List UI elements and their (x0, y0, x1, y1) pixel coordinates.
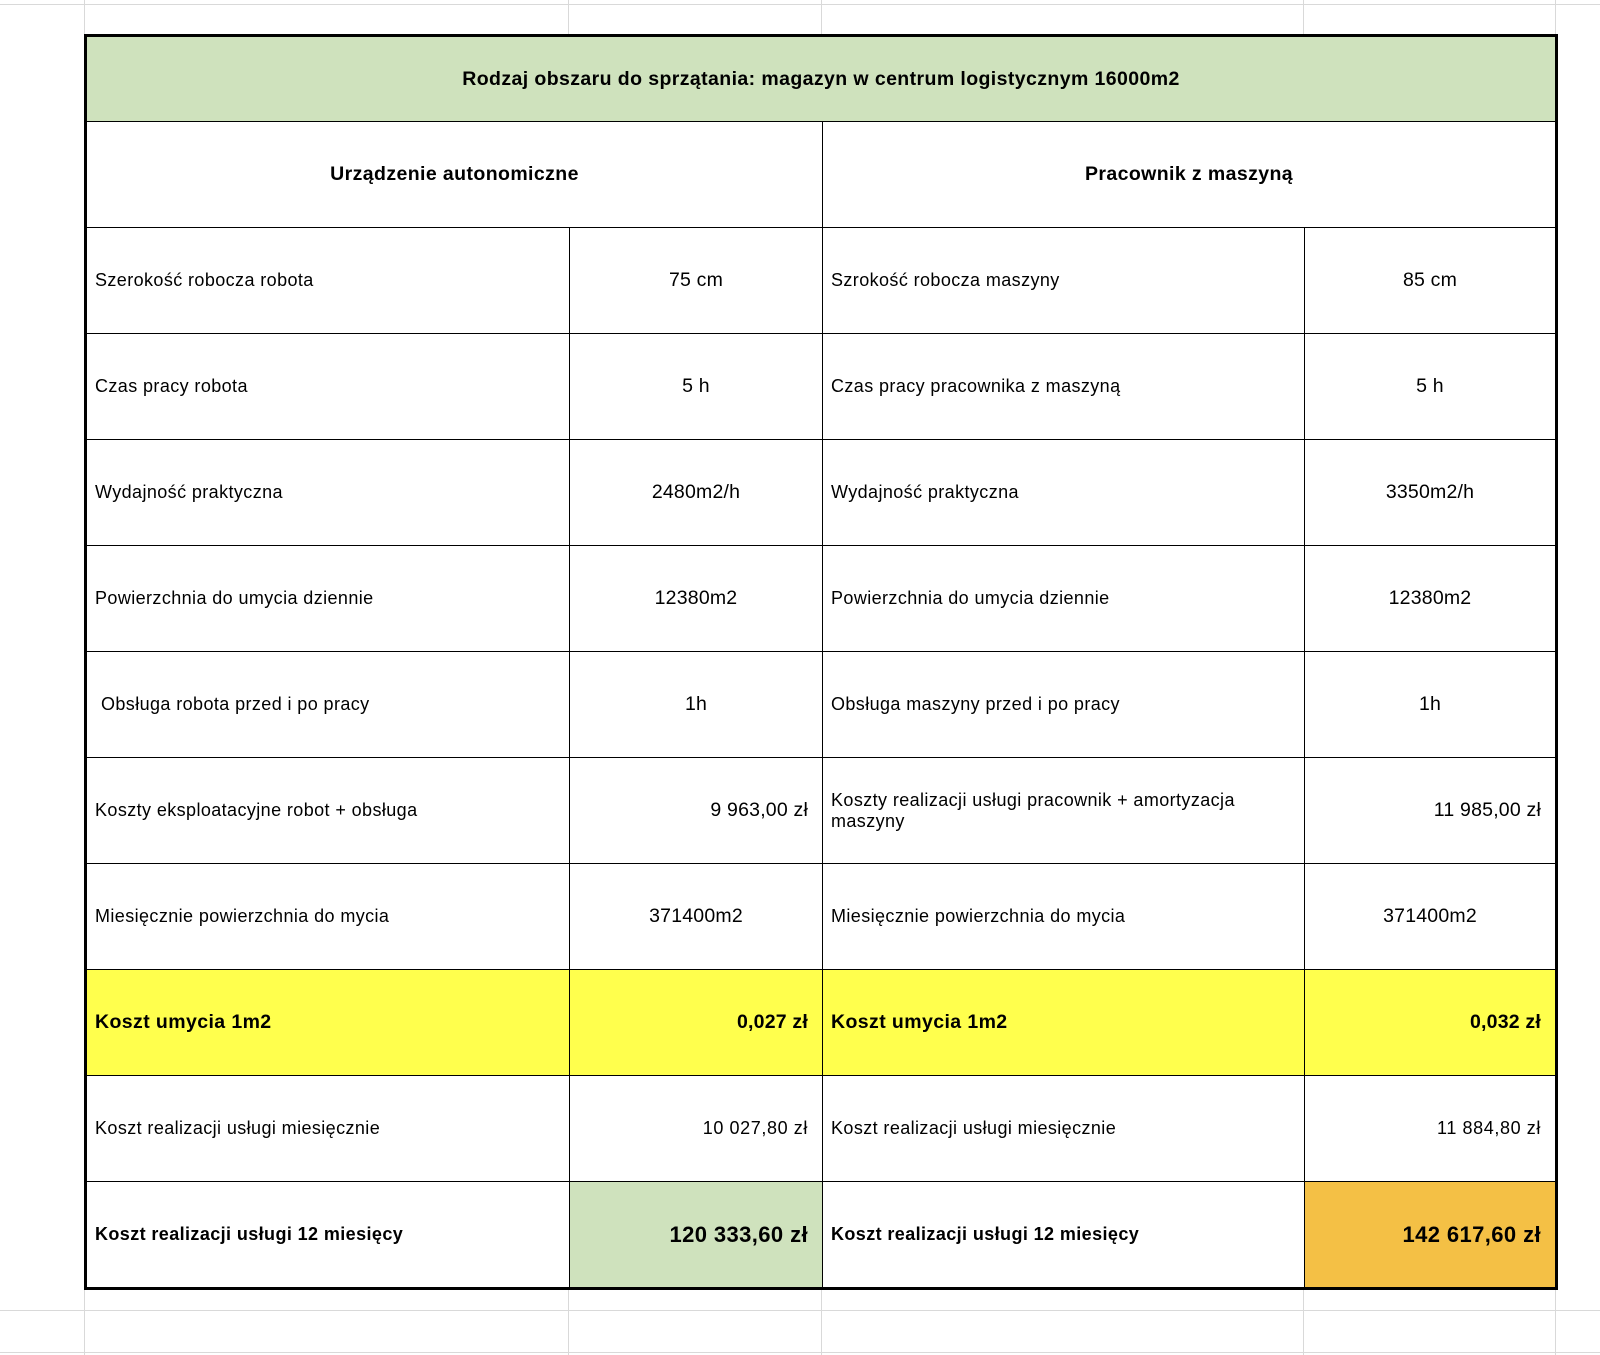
right-label-cell[interactable]: Obsługa maszyny przed i po pracy (823, 652, 1305, 758)
right-label-cell[interactable]: Miesięcznie powierzchnia do mycia (823, 864, 1305, 970)
right-value-cell[interactable]: 5 h (1305, 334, 1557, 440)
table-row (86, 228, 1557, 334)
right-label-cell[interactable]: Wydajność praktyczna (823, 440, 1305, 546)
section-header-worker[interactable]: Pracownik z maszyną (823, 122, 1557, 228)
left-label-cell[interactable]: Powierzchnia do umycia dziennie (86, 546, 570, 652)
left-label-cell[interactable]: Szerokość robocza robota (86, 228, 570, 334)
left-value-cell[interactable]: 2480m2/h (570, 440, 823, 546)
right-label-cell[interactable]: Czas pracy pracownika z maszyną (823, 334, 1305, 440)
table-row (86, 652, 1557, 758)
left-label-cell[interactable]: Koszty eksploatacyjne robot + obsługa (86, 758, 570, 864)
right-value-cell[interactable]: 371400m2 (1305, 864, 1557, 970)
right-label-cell[interactable]: Koszt umycia 1m2 (823, 970, 1305, 1076)
cost-per-m2-row (86, 970, 1557, 1076)
annual-total-row (86, 1182, 1557, 1289)
right-total-cell[interactable]: 142 617,60 zł (1305, 1182, 1557, 1289)
left-value-cell[interactable]: 5 h (570, 334, 823, 440)
gridline (0, 1310, 1600, 1311)
table-row (86, 440, 1557, 546)
left-value-cell[interactable]: 0,027 zł (570, 970, 823, 1076)
right-label-cell[interactable]: Koszty realizacji usługi pracownik + amortyzacja maszyny (823, 758, 1305, 864)
table-row (86, 758, 1557, 864)
left-value-cell[interactable]: 1h (570, 652, 823, 758)
table-row (86, 546, 1557, 652)
left-label-cell[interactable]: Obsługa robota przed i po pracy (86, 652, 570, 758)
gridline (0, 4, 1600, 5)
left-value-cell[interactable]: 12380m2 (570, 546, 823, 652)
table-row (86, 1076, 1557, 1182)
title-row (86, 36, 1557, 122)
right-value-cell[interactable]: 1h (1305, 652, 1557, 758)
title-cell[interactable]: Rodzaj obszaru do sprzątania: magazyn w centrum logistycznym 16000m2 (86, 36, 1557, 122)
section-header-row (86, 122, 1557, 228)
left-value-cell[interactable]: 371400m2 (570, 864, 823, 970)
section-header-autonomous[interactable]: Urządzenie autonomiczne (86, 122, 823, 228)
right-label-cell[interactable]: Koszt realizacji usługi 12 miesięcy (823, 1182, 1305, 1289)
left-value-cell[interactable]: 10 027,80 zł (570, 1076, 823, 1182)
left-value-cell[interactable]: 75 cm (570, 228, 823, 334)
right-value-cell[interactable]: 11 884,80 zł (1305, 1076, 1557, 1182)
cost-comparison-table (84, 34, 1558, 1290)
right-value-cell[interactable]: 3350m2/h (1305, 440, 1557, 546)
table-row (86, 864, 1557, 970)
left-label-cell[interactable]: Koszt umycia 1m2 (86, 970, 570, 1076)
left-label-cell[interactable]: Wydajność praktyczna (86, 440, 570, 546)
right-value-cell[interactable]: 0,032 zł (1305, 970, 1557, 1076)
left-label-cell[interactable]: Koszt realizacji usługi miesięcznie (86, 1076, 570, 1182)
left-total-cell[interactable]: 120 333,60 zł (570, 1182, 823, 1289)
left-label-cell[interactable]: Miesięcznie powierzchnia do mycia (86, 864, 570, 970)
gridline (0, 1352, 1600, 1353)
right-value-cell[interactable]: 11 985,00 zł (1305, 758, 1557, 864)
right-value-cell[interactable]: 85 cm (1305, 228, 1557, 334)
left-label-cell[interactable]: Koszt realizacji usługi 12 miesięcy (86, 1182, 570, 1289)
left-label-cell[interactable]: Czas pracy robota (86, 334, 570, 440)
right-value-cell[interactable]: 12380m2 (1305, 546, 1557, 652)
left-value-cell[interactable]: 9 963,00 zł (570, 758, 823, 864)
right-label-cell[interactable]: Powierzchnia do umycia dziennie (823, 546, 1305, 652)
right-label-cell[interactable]: Szrokość robocza maszyny (823, 228, 1305, 334)
table-row (86, 334, 1557, 440)
right-label-cell[interactable]: Koszt realizacji usługi miesięcznie (823, 1076, 1305, 1182)
